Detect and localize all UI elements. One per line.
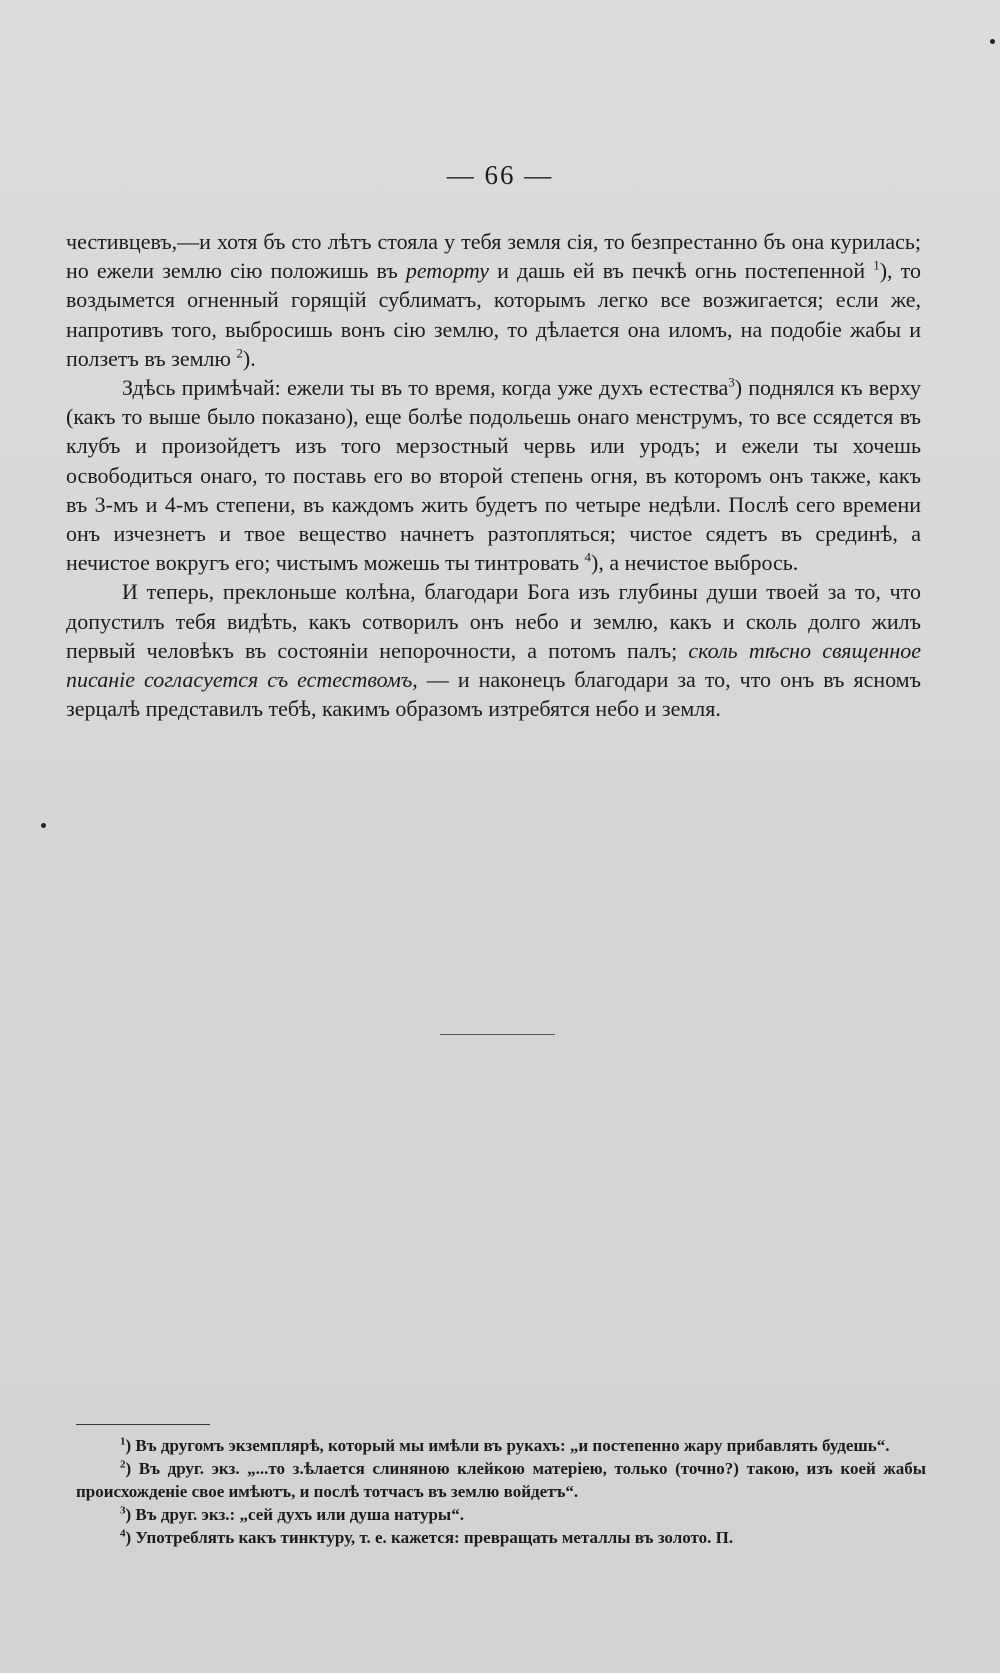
section-separator	[440, 1034, 555, 1035]
footnote-ref-2[interactable]: 2	[236, 345, 243, 361]
footnote-mark: 4	[120, 1527, 126, 1540]
footnote-ref-3[interactable]: 3	[728, 374, 735, 390]
footnote-text: ) Въ друг. экз. „...то з.ѣлается слиняною клейкою матеріею, только (точно?) такою, изъ коей жабы происхожденіе свое имѣютъ, и послѣ тотчасъ въ землю войдетъ“.	[76, 1459, 926, 1501]
footnote-ref-1[interactable]: 1	[873, 257, 880, 273]
footnote-text: ) Въ другомъ экземплярѣ, который мы имѣли въ рукахъ: „и постепенно жару прибавлять будешь“.	[125, 1436, 890, 1455]
footnote-3	[76, 1503, 926, 1526]
margin-mark	[41, 823, 46, 828]
ink-speck	[990, 39, 995, 44]
footnote-text: ) Употреблять какъ тинктуру, т. е. кажется: превращать металлы въ золото. П.	[125, 1528, 734, 1547]
p1-text: честивцевъ,—и хотя бъ сто лѣтъ стояла у тебя земля сія, то безпрестанно бъ она курилась; но ежели землю сію положишь въ	[66, 229, 921, 284]
paragraph-1	[66, 227, 921, 373]
footnote-mark: 2	[120, 1458, 126, 1471]
p3-text: И теперь, преклоньше колѣна, благодари Бога изъ глубины души твоей за то, что допустилъ тебя видѣть, какъ сотворилъ онъ небо и землю, какъ и сколь долго жилъ первый человѣкъ въ состояніи непорочности, а потомъ палъ;	[66, 579, 921, 663]
p3-italic: сколь тѣсно священное писаніе соглаcуется съ естествомъ	[66, 637, 922, 693]
p2-text: Здѣсь примѣчай: ежели ты въ то время, когда уже духъ естества	[122, 375, 729, 401]
footnote-1	[76, 1434, 926, 1457]
main-text	[66, 227, 921, 723]
footnote-mark: 1	[120, 1435, 126, 1448]
p2-text-b: ) поднялся къ верху (какъ то выше было показано), еще болѣе подольешь онаго менструмъ, то все ссядется въ клубъ и произойдетъ изъ того мерзостный червь или уродъ; и ежели ты хочешь освободиться онаго, то поставь его во второй степень огня, въ которомъ онъ также, какъ въ 3-мъ и 4-мъ степени, въ каждомъ жить будетъ по четыре недѣли. Послѣ сего времени онъ изчезнетъ и твое вещество начнетъ разтопляться; чистое сядетъ въ срединѣ, а нечистое вокругъ его; чистымъ можешь ты тинтровать	[66, 375, 921, 576]
p1-italic: реторту	[405, 258, 490, 284]
paragraph-3	[66, 577, 921, 723]
footnote-mark: 3	[120, 1504, 126, 1517]
p1-text-b: и дашь ей въ печкѣ огнь постепенной	[489, 258, 874, 284]
p1-text-c: ), то воздымется огненный горящій сублиматъ, которымъ легко все возжигается; если же, напротивъ того, выбросишь вонъ сію землю, то дѣлается она иломъ, на подобіе жабы и ползетъ въ землю	[66, 258, 921, 371]
p3-text-b: , — и наконецъ благодари за то, что онъ въ ясномъ зерцалѣ представилъ тебѣ, какимъ образомъ изтребятся небо и земля.	[66, 667, 921, 722]
footnote-ref-4[interactable]: 4	[584, 549, 592, 565]
paragraph-2	[66, 373, 921, 577]
p2-text-c: ), а нечистое выбрось.	[591, 550, 799, 576]
footnote-2	[76, 1457, 926, 1503]
footnote-rule	[76, 1424, 210, 1425]
p1-text-d: ).	[242, 345, 256, 371]
footnotes	[76, 1434, 926, 1549]
page-number: — 66 —	[446, 160, 554, 190]
footnote-text: ) Въ друг. экз.: „сей духъ или душа натуры“.	[125, 1505, 464, 1524]
footnote-4	[76, 1526, 926, 1549]
